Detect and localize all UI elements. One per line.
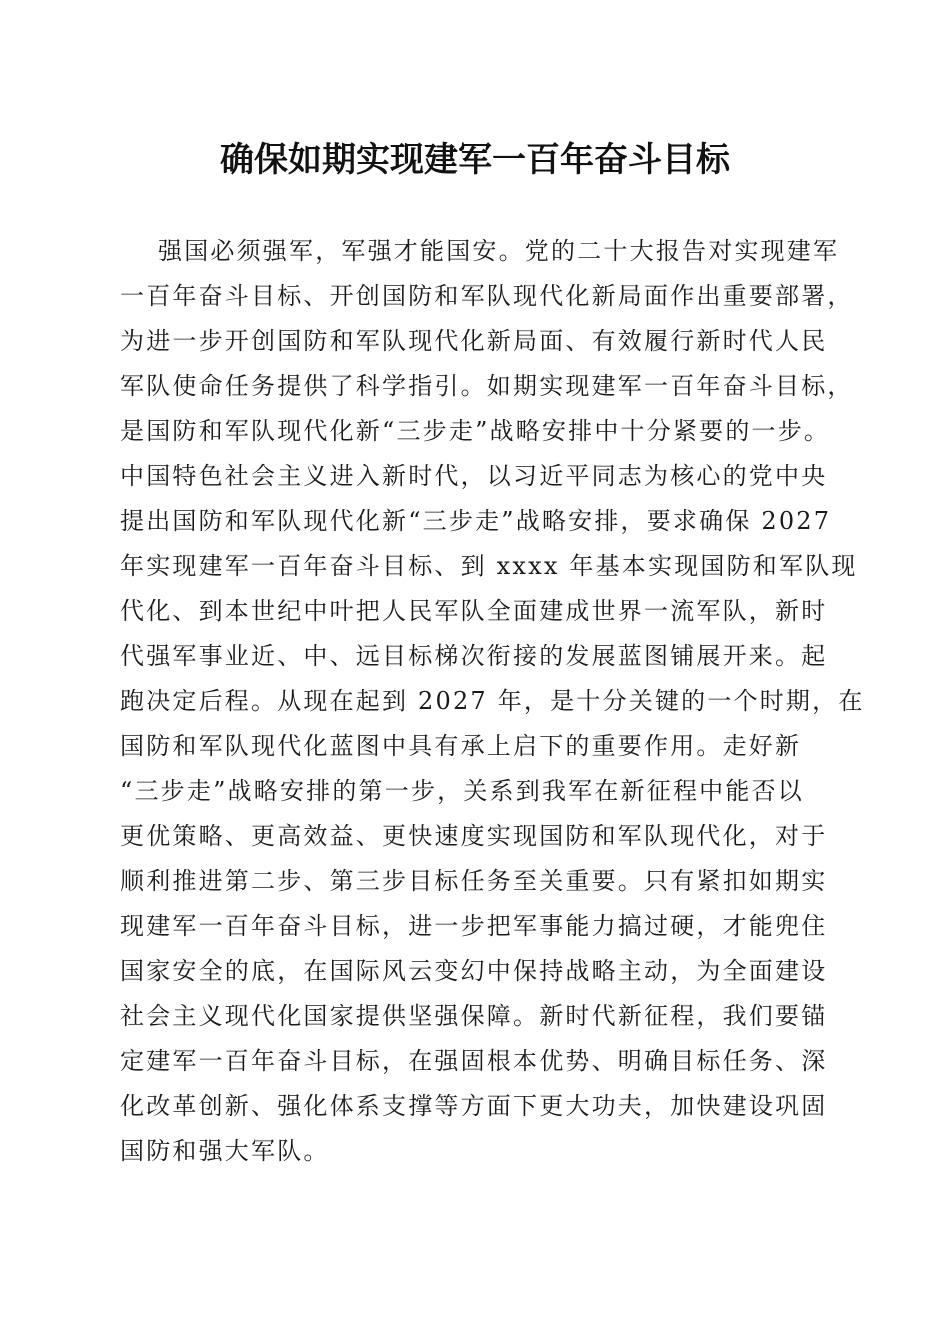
paragraph-line: 为进一步开创国防和军队现代化新局面、有效履行新时代人民 — [120, 327, 828, 355]
paragraph-line: 化改革创新、强化体系支撑等方面下更大功夫，加快建设巩固 — [120, 1092, 828, 1120]
document-body — [120, 232, 865, 1177]
paragraph-line: 定建军一百年奋斗目标，在强固根本优势、明确目标任务、深 — [120, 1047, 828, 1075]
paragraph-line: 跑决定后程。从现在起到 2027 年，是十分关键的一个时期，在 — [120, 687, 865, 715]
paragraph-line: 年实现建军一百年奋斗目标、到 xxxx 年基本实现国防和军队现 — [120, 552, 858, 580]
paragraph-line: 一百年奋斗目标、开创国防和军队现代化新局面作出重要部署， — [120, 282, 854, 310]
paragraph-line: 提出国防和军队现代化新“三步走”战略安排，要求确保 2027 — [120, 507, 832, 535]
paragraph-line: 社会主义现代化国家提供坚强保障。新时代新征程，我们要锚 — [120, 1002, 828, 1030]
paragraph-line: 代强军事业近、中、远目标梯次衔接的发展蓝图铺展开来。起 — [120, 642, 828, 670]
paragraph-line: 军队使命任务提供了科学指引。如期实现建军一百年奋斗目标， — [120, 372, 854, 400]
paragraph-line: 顺利推进第二步、第三步目标任务至关重要。只有紧扣如期实 — [120, 867, 828, 895]
paragraph-line: 更优策略、更高效益、更快速度实现国防和军队现代化，对于 — [120, 822, 828, 850]
paragraph-line: 国防和军队现代化蓝图中具有承上启下的重要作用。走好新 — [120, 732, 802, 760]
paragraph-line: 是国防和军队现代化新“三步走”战略安排中十分紧要的一步。 — [120, 417, 831, 445]
paragraph-line: 中国特色社会主义进入新时代，以习近平同志为核心的党中央 — [120, 462, 828, 490]
paragraph-line: “三步走”战略安排的第一步，关系到我军在新征程中能否以 — [120, 777, 804, 805]
paragraph-line: 代化、到本世纪中叶把人民军队全面建成世界一流军队，新时 — [120, 597, 828, 625]
paragraph-line: 国防和强大军队。 — [120, 1137, 330, 1165]
paragraph-line: 强国必须强军，军强才能国安。党的二十大报告对实现建军 — [158, 237, 840, 265]
document-title: 确保如期实现建军一百年奋斗目标 — [220, 140, 730, 180]
paragraph-line: 国家安全的底，在国际风云变幻中保持战略主动，为全面建设 — [120, 957, 828, 985]
paragraph-line: 现建军一百年奋斗目标，进一步把军事能力搞过硬，才能兜住 — [120, 912, 828, 940]
